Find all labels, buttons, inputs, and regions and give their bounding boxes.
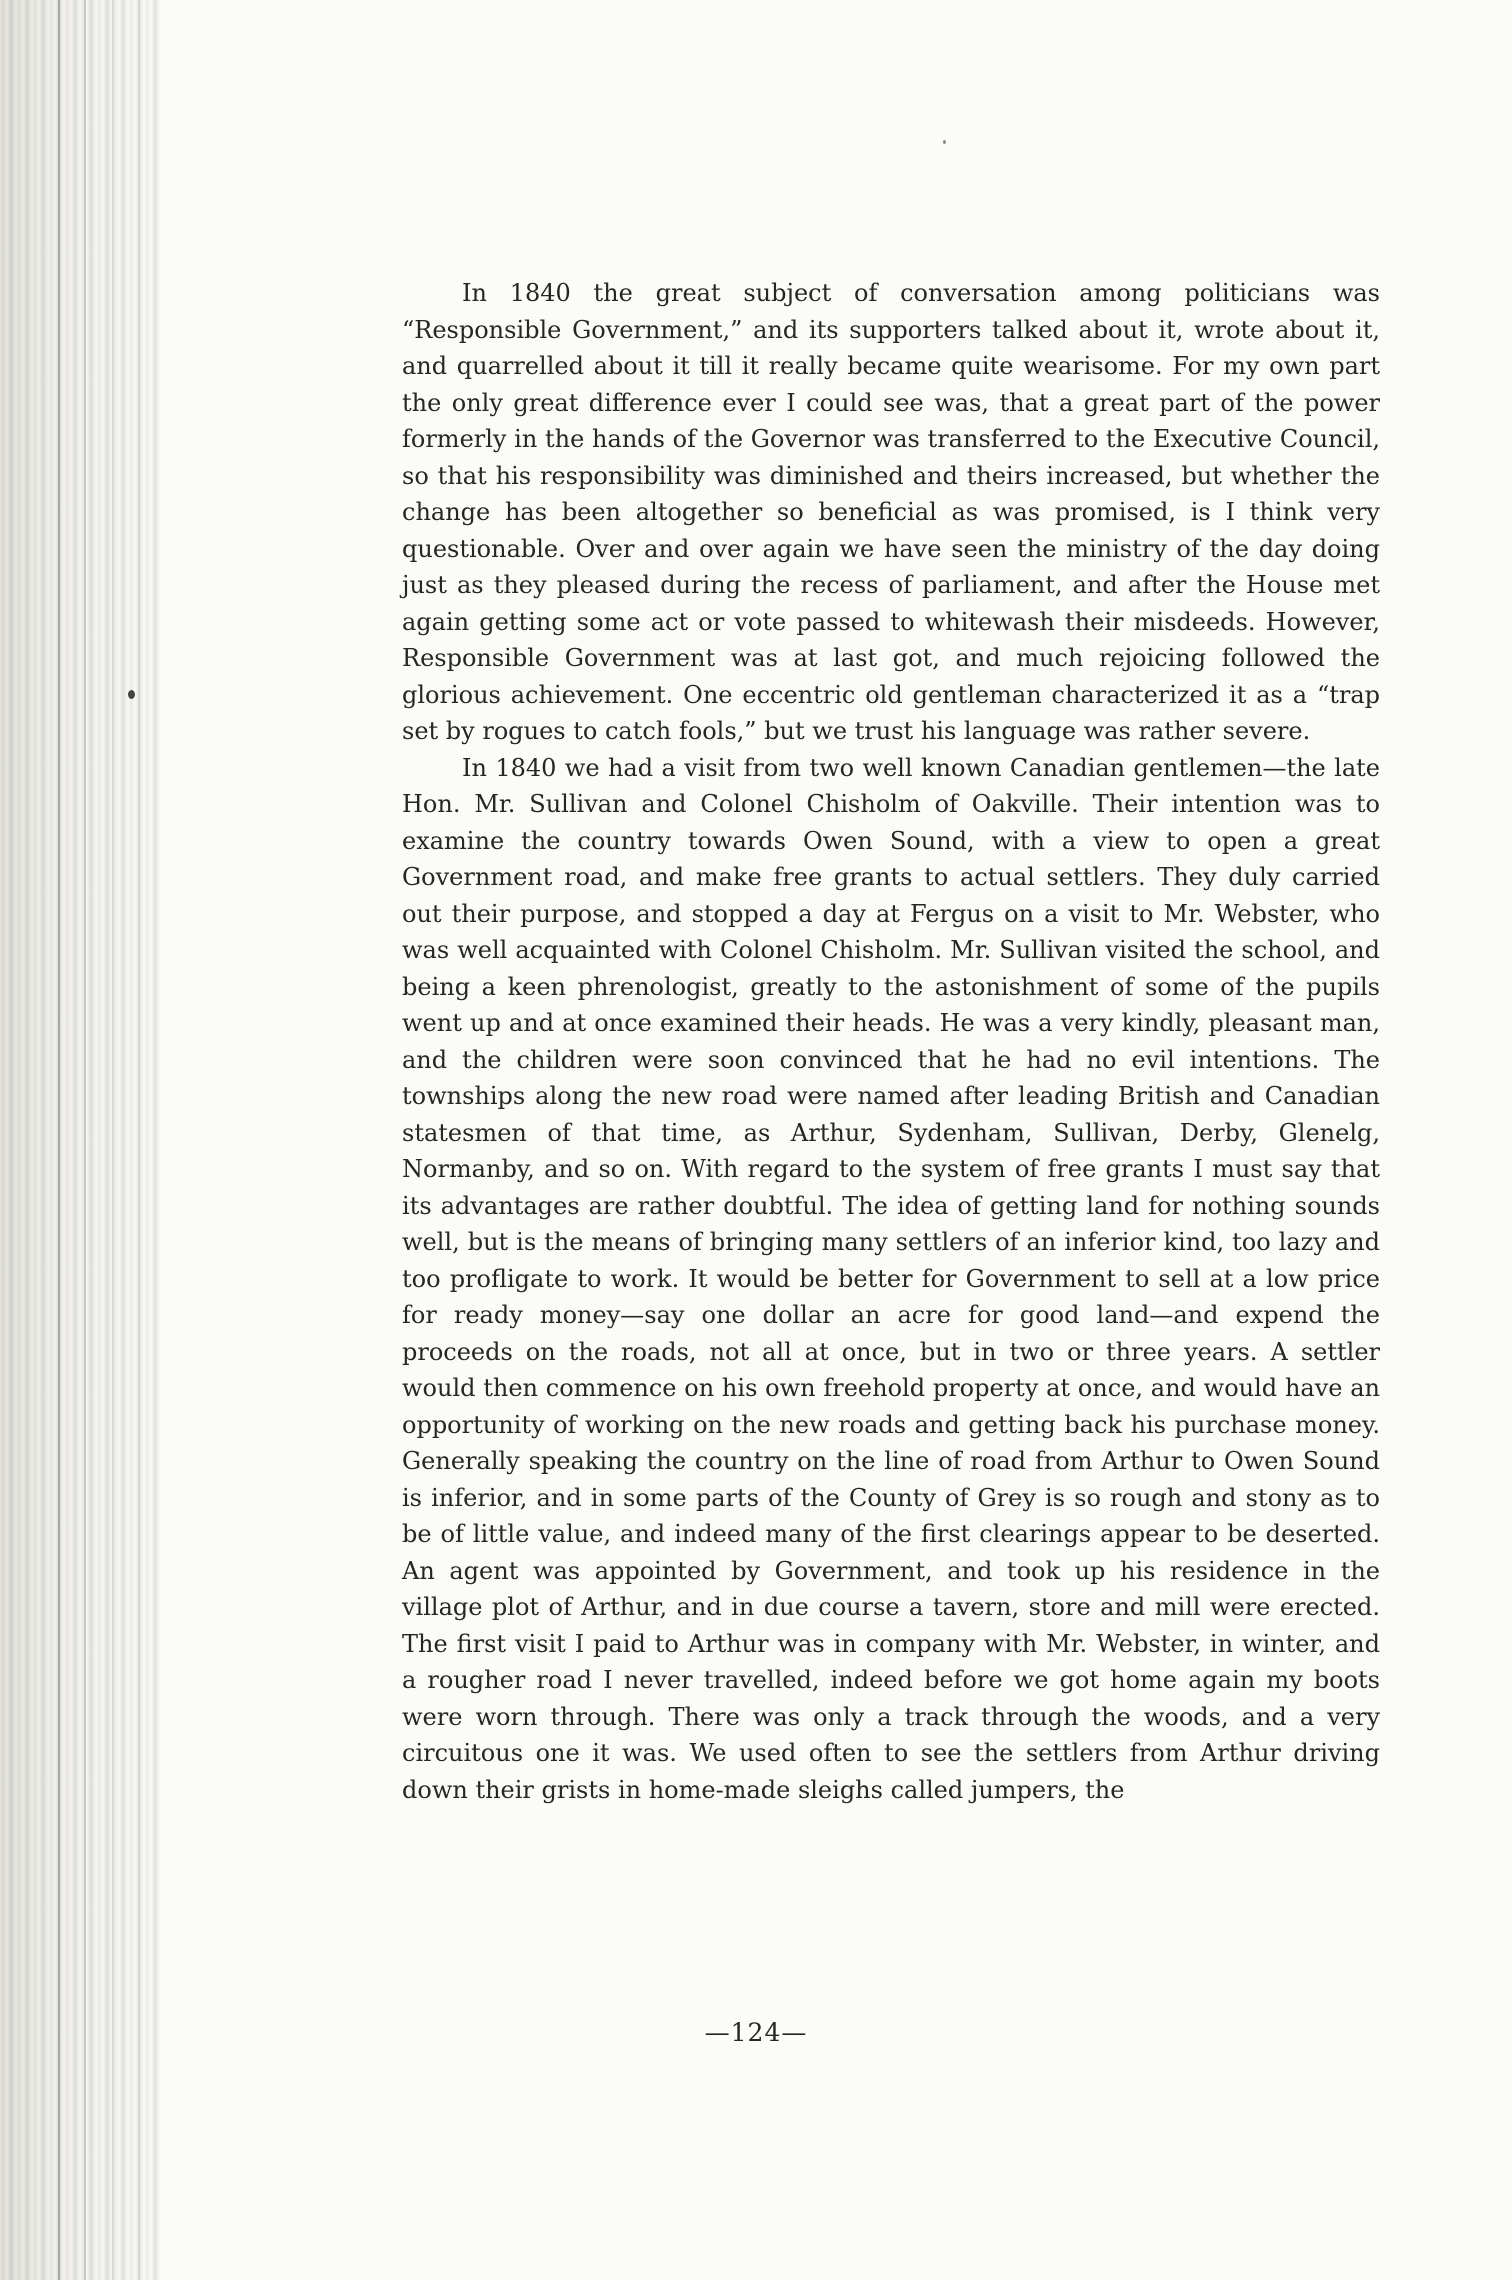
page-edge-line bbox=[112, 0, 114, 2280]
ink-speck bbox=[128, 690, 135, 699]
page-edge-line bbox=[58, 0, 60, 2280]
book-binding-edge bbox=[0, 0, 160, 2280]
page-edge-line bbox=[138, 0, 140, 2280]
paragraph: In 1840 we had a visit from two well known Canadian gentlemen—the late Hon. Mr. Sullivan and Colonel Chisholm of Oakville. Their intention was to examine the country towards Owen Sound, with a view to open a great Government road, and make free grants to actual settlers. They duly carried out their purpose, and stopped a day at Fergus on a visit to Mr. Webster, who was well acquainted with Colonel Chisholm. Mr. Sullivan visited the school, and being a keen phrenologist, greatly to the astonishment of some of the pupils went up and at once examined their heads. He was a very kindly, pleasant man, and the children were soon convinced that he had no evil intentions. The townships along the new road were named after leading British and Canadian statesmen of that time, as Arthur, Sydenham, Sullivan, Derby, Glenelg, Normanby, and so on. With regard to the system of free grants I must say that its advantages are rather doubtful. The idea of getting land for nothing sounds well, but is the means of bringing many settlers of an inferior kind, too lazy and too profligate to work. It would be better for Government to sell at a low price for ready money—say one dollar an acre for good land—and expend the proceeds on the roads, not all at once, but in two or three years. A settler would then commence on his own freehold property at once, and would have an opportunity of working on the new roads and getting back his purchase money. Generally speaking the country on the line of road from Arthur to Owen Sound is inferior, and in some parts of the County of Grey is so rough and stony as to be of little value, and indeed many of the first clearings appear to be deserted. An agent was appointed by Government, and took up his residence in the village plot of Arthur, and in due course a tavern, store and mill were erected. The first visit I paid to Arthur was in company with Mr. Webster, in winter, and a rougher road I never travelled, indeed before we got home again my boots were worn through. There was only a track through the woods, and a very circuitous one it was. We used often to see the settlers from Arthur driving down their grists in home-made sleighs called jumpers, the bbox=[402, 753, 1380, 1804]
paragraph: In 1840 the great subject of conversation among politicians was “Responsible Government,” and its supporters talked about it, wrote about it, and quarrelled about it till it really became quite wearisome. For my own part the only great difference ever I could see was, that a great part of the power formerly in the hands of the Governor was transferred to the Executive Council, so that his responsibility was diminished and theirs increased, but whether the change has been altogether so beneficial as was promised, is I think very questionable. Over and over again we have seen the ministry of the day doing just as they pleased during the recess of parliament, and after the House met again getting some act or vote passed to whitewash their misdeeds. However, Responsible Government was at last got, and much rejoicing followed the glorious achievement. One eccentric old gentleman characterized it as a “trap set by rogues to catch fools,” but we trust his language was rather severe. bbox=[402, 279, 1380, 745]
body-text bbox=[402, 275, 1380, 1808]
page-edge-line bbox=[84, 0, 86, 2280]
page-number: —124— bbox=[704, 2018, 808, 2047]
ink-speck bbox=[943, 140, 946, 144]
